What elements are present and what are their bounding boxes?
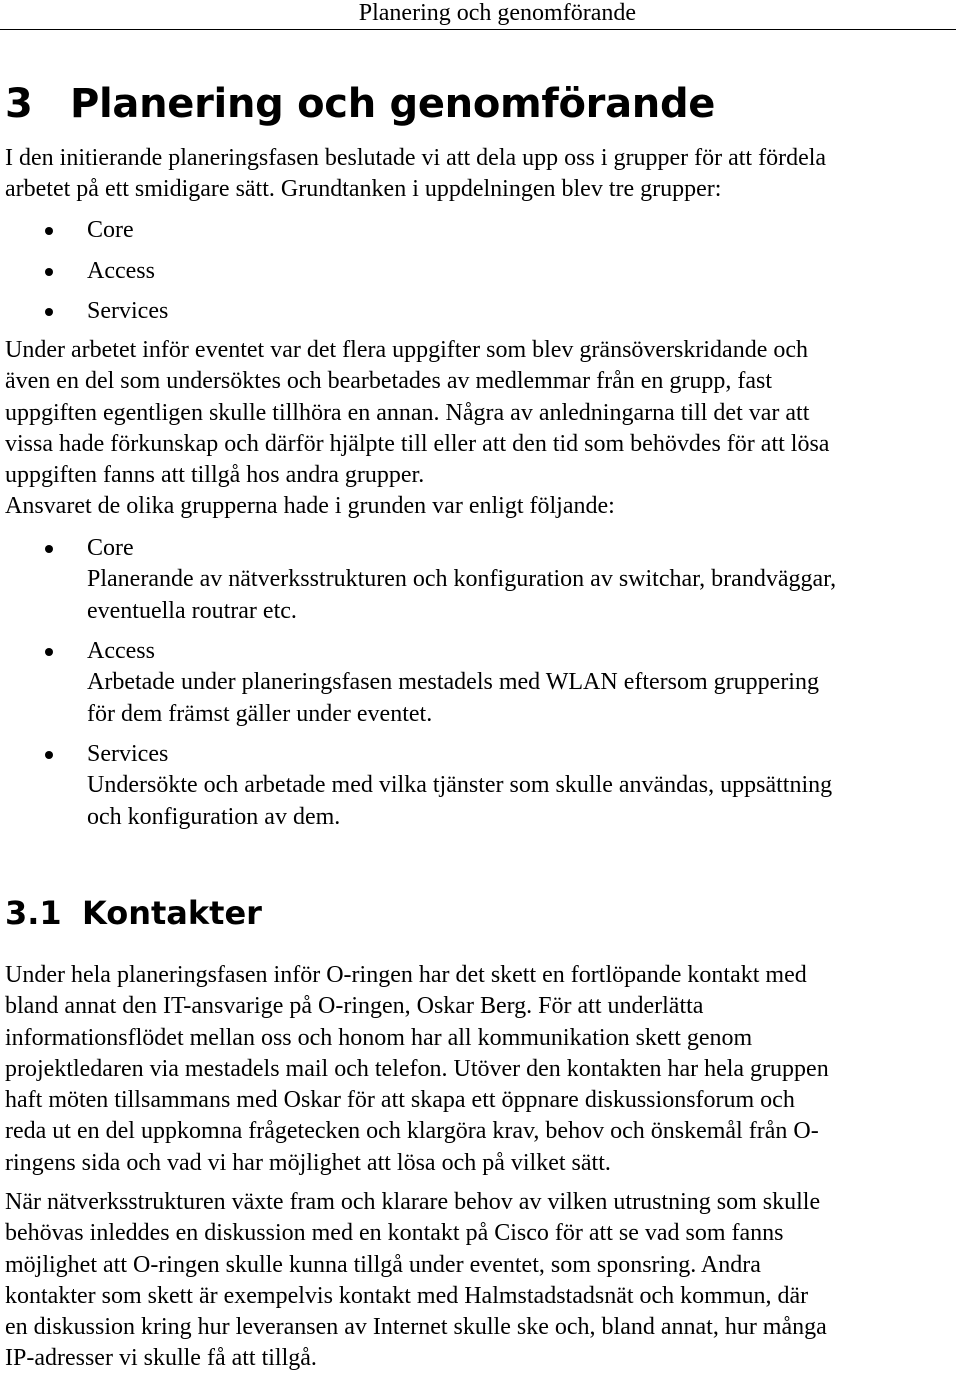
- section-heading: [5, 79, 715, 129]
- responsibility-access: [87, 636, 819, 730]
- responsibility-name: Access: [87, 638, 155, 664]
- group-item-core: Core: [87, 217, 134, 243]
- paragraph-line: uppgiften fanns att tillgå hos andra grupper.: [5, 462, 425, 489]
- running-header: [0, 0, 956, 30]
- running-header-title: Planering och genomförande: [358, 0, 636, 26]
- paragraph-line: Under arbetet inför eventet var det flera uppgifter som blev gränsöverskridande och: [5, 337, 809, 363]
- responsibility-name: Core: [87, 535, 134, 561]
- paragraph-line: projektledaren via mestadels mail och telefon. Utöver den kontakten har hela gruppen: [5, 1055, 829, 1082]
- paragraph-line: ringens sida och vad vi har möjlighet att lösa och på vilket sätt.: [5, 1149, 611, 1176]
- intro-paragraph: [5, 143, 950, 206]
- responsibility-line: och konfiguration av dem.: [87, 803, 341, 830]
- paragraph-line: informationsflödet mellan oss och honom har all kommunikation skett genom: [5, 1024, 753, 1051]
- bullet-icon: [45, 545, 53, 553]
- group-item-services: Services: [87, 298, 169, 324]
- subsection-heading: [5, 892, 262, 934]
- contacts-paragraph-1: [5, 960, 950, 1179]
- paragraph-line: uppgiften egentligen skulle tillhöra en annan. Några av anledningarna till det var att: [5, 399, 810, 426]
- paragraph-line: bland annat den IT-ansvarige på O-ringen, Oskar Berg. För att underlätta: [5, 993, 704, 1020]
- work-paragraph: [5, 335, 950, 491]
- paragraph-line: Ansvaret de olika grupperna hade i grunden var enligt följande:: [5, 493, 615, 519]
- paragraph-line: arbetet på ett smidigare sätt. Grundtanken i uppdelningen blev tre grupper:: [5, 176, 722, 203]
- bullet-icon: [45, 648, 53, 656]
- responsibility-line: Undersökte och arbetade med vilka tjänster som skulle användas, uppsättning: [87, 772, 833, 799]
- group-item-access: Access: [87, 258, 155, 284]
- paragraph-line: IP-adresser vi skulle få att tillgå.: [5, 1345, 317, 1372]
- responsibility-line: Planerande av nätverksstrukturen och konfiguration av switchar, brandväggar,: [87, 566, 837, 593]
- paragraph-line: en diskussion kring hur leveransen av Internet skulle ske och, bland annat, hur många: [5, 1314, 827, 1341]
- responsibility-line: eventuella routrar etc.: [87, 597, 297, 624]
- paragraph-line: vissa hade förkunskap och därför hjälpte till eller att den tid som behövdes för att lösa: [5, 430, 830, 457]
- responsibility-name: Services: [87, 741, 169, 767]
- paragraph-line: I den initierande planeringsfasen beslutade vi att dela upp oss i grupper för att fördela: [5, 145, 827, 171]
- bullet-icon: [45, 308, 53, 316]
- paragraph-line: haft möten tillsammans med Oskar för att skapa ett öppnare diskussionsforum och: [5, 1087, 795, 1114]
- bullet-icon: [45, 227, 53, 235]
- bullet-icon: [45, 268, 53, 276]
- paragraph-line: även en del som undersöktes och bearbetades av medlemmar från en grupp, fast: [5, 368, 773, 395]
- section-number: 3: [5, 81, 33, 127]
- responsibility-line: för dem främst gäller under eventet.: [87, 700, 433, 727]
- paragraph-line: När nätverksstrukturen växte fram och klarare behov av vilken utrustning som skulle: [5, 1189, 821, 1215]
- subsection-number: 3.1: [5, 894, 62, 932]
- responsibility-core: [87, 533, 836, 627]
- section-title: Planering och genomförande: [70, 81, 716, 127]
- paragraph-line: reda ut en del uppkomna frågetecken och klargöra krav, behov och önskemål från O-: [5, 1118, 819, 1145]
- paragraph-line: möjlighet att O-ringen skulle kunna tillgå under eventet, som sponsring. Andra: [5, 1251, 761, 1278]
- responsibility-line: Arbetade under planeringsfasen mestadels med WLAN eftersom gruppering: [87, 669, 819, 696]
- subsection-title: Kontakter: [82, 894, 262, 932]
- paragraph-line: kontakter som skett är exempelvis kontakt med Halmstadstadsnät och kommun, där: [5, 1282, 809, 1309]
- paragraph-line: Under hela planeringsfasen inför O-ringen har det skett en fortlöpande kontakt med: [5, 962, 807, 988]
- paragraph-line: behövas inleddes en diskussion med en kontakt på Cisco för att se vad som fanns: [5, 1220, 784, 1247]
- contacts-paragraph-2: [5, 1187, 950, 1375]
- bullet-icon: [45, 751, 53, 759]
- responsibility-services: [87, 739, 832, 833]
- responsibility-intro: [5, 491, 950, 522]
